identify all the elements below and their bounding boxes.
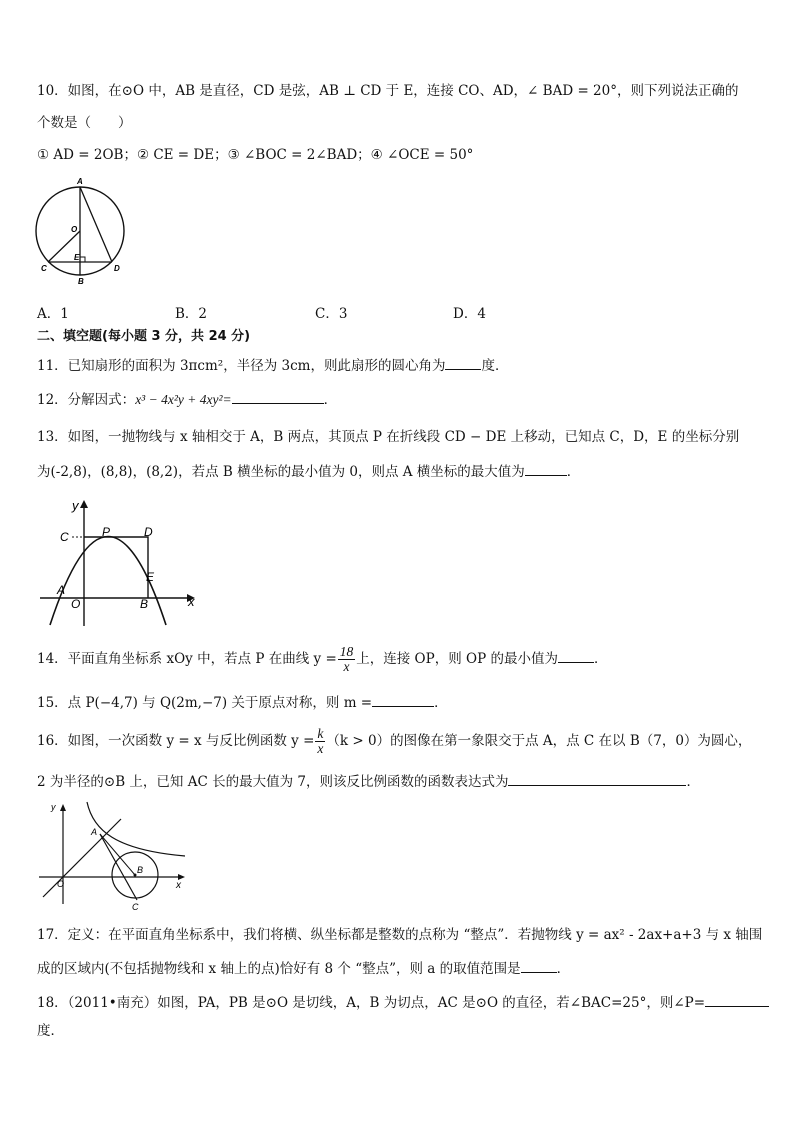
q10-option-b: B．2 [175, 306, 208, 322]
q17-text: 成的区域内(不包括抛物线和 x 轴上的点)恰好有 8 个 “整点”，则 a 的取值范围是 [37, 961, 521, 977]
q10-statements: ① AD = 2OB；② CE = DE；③ ∠BOC = 2∠BAD；④ ∠OCE = 50° [37, 147, 474, 163]
q11-text: 11．已知扇形的面积为 3πcm²，半径为 3cm，则此扇形的圆心角为 [37, 358, 446, 374]
section-heading: 二、填空题(每小题 3 分，共 24 分) [37, 329, 251, 344]
y-axis-arrow [80, 500, 88, 508]
q16-line1 [37, 722, 751, 760]
q11-answer-blank [445, 355, 481, 370]
q14-answer-blank [558, 648, 594, 663]
q16-line2 [37, 771, 700, 791]
q13-text: 为(-2,8)，(8,8)，(8,2)，若点 B 横坐标的最小值为 0，则点 A 横坐标的最大值为 [37, 464, 525, 480]
right-angle-mark [80, 257, 85, 262]
q12 [37, 389, 337, 409]
q18-line2: 度． [37, 1023, 64, 1039]
q15-text: 15．点 P(−4,7) 与 Q(2m,−7) 关于原点对称，则 m = [37, 695, 373, 711]
q14-denominator: x [343, 659, 350, 674]
q16-end: ． [686, 774, 700, 790]
q10-option-c: C．3 [315, 306, 348, 322]
segment-ac [100, 834, 137, 900]
q17-line1: 17．定义：在平面直角坐标系中，我们将横、纵坐标都是整数的点称为 “整点”．若抛物线 y = ax² - 2ax+a+3 与 x 轴围 [37, 927, 763, 943]
q18-answer-blank [705, 992, 769, 1007]
label-b: B [137, 865, 144, 875]
label-c: C [60, 530, 69, 544]
q10-option-d: D．4 [453, 306, 486, 322]
label-o: O [57, 879, 65, 889]
q15-end: ． [434, 695, 448, 711]
label-a: A [91, 827, 98, 837]
label-a: A [57, 583, 66, 597]
q12-answer-blank [232, 389, 324, 404]
q10-line1: 10．如图，在⊙O 中，AB 是直径，CD 是弦，AB ⊥ CD 于 E，连接 CO、AD，∠ BAD = 20°，则下列说法正确的 [37, 83, 739, 99]
label-b: B [78, 277, 84, 286]
q13-parabola-figure [40, 490, 210, 630]
label-o: O [71, 597, 81, 611]
segment-ad [80, 187, 112, 262]
hyperbola [87, 802, 185, 856]
label-x: x [176, 880, 181, 891]
polyline-cde [84, 537, 148, 598]
label-o: O [71, 225, 78, 234]
q16-function-figure [35, 800, 195, 912]
q17-end: ． [556, 961, 571, 977]
q15-answer-blank [372, 692, 434, 707]
q13-answer-blank [525, 461, 567, 476]
q17-line2 [37, 958, 570, 978]
q14-numerator: 18 [339, 644, 354, 659]
label-c: C [132, 902, 139, 912]
label-e: E [74, 253, 80, 262]
q16-denominator: x [317, 741, 324, 756]
q12-expression: x³ − 4x²y + 4xy²= [135, 392, 232, 407]
label-c: C [41, 264, 47, 273]
line-y-eq-x [43, 819, 121, 897]
q18-line1 [37, 992, 769, 1012]
q13-line1: 13．如图，一抛物线与 x 轴相交于 A，B 两点，其顶点 P 在折线段 CD − DE 上移动，已知点 C，D，E 的坐标分别 [37, 429, 740, 445]
q13-end: ． [566, 464, 581, 480]
q14 [37, 640, 607, 678]
q16-numerator: k [317, 726, 324, 741]
q16-text-b: （k > 0）的图像在第一象限交于点 A，点 C 在以 B（7，0）为圆心， [326, 733, 752, 749]
q10-line2: 个数是（ ） [37, 115, 132, 131]
label-b: B [140, 597, 149, 611]
q13-line2 [37, 461, 580, 481]
label-a: A [77, 177, 83, 186]
label-d: D [144, 525, 153, 539]
q14-text-b: 上，连接 OP，则 OP 的最小值为 [356, 651, 558, 667]
q11 [37, 355, 508, 375]
q16-fraction [315, 727, 325, 756]
q17-answer-blank [521, 958, 557, 973]
q18-text: 18．（2011•南充）如图，PA，PB 是⊙O 是切线，A，B 为切点，AC 是⊙O 的直径，若∠BAC=25°，则∠P= [37, 995, 706, 1011]
label-y: y [72, 498, 79, 513]
q16-answer-blank [508, 771, 686, 786]
label-x: x [188, 594, 195, 609]
q14-fraction [338, 645, 356, 674]
q12-text: 12．分解因式： [37, 392, 136, 408]
q16-text-a: 16．如图，一次函数 y = x 与反比例函数 y = [37, 733, 315, 749]
q14-text: 14．平面直角坐标系 xOy 中，若点 P 在曲线 y = [37, 651, 337, 667]
q14-end: ． [593, 651, 608, 667]
label-p: P [102, 525, 111, 539]
q10-circle-figure [32, 176, 132, 294]
q10-option-a: A．1 [37, 306, 69, 322]
label-e: E [146, 570, 155, 584]
q15 [37, 692, 448, 712]
q12-end: ． [323, 392, 338, 408]
q16-text-c: 2 为半径的⊙B 上，已知 AC 长的最大值为 7，则该反比例函数的函数表达式为 [37, 774, 509, 790]
q11-unit: 度． [481, 358, 509, 374]
label-d: D [114, 264, 120, 273]
y-axis-arrow [60, 804, 66, 811]
label-y: y [51, 802, 56, 812]
